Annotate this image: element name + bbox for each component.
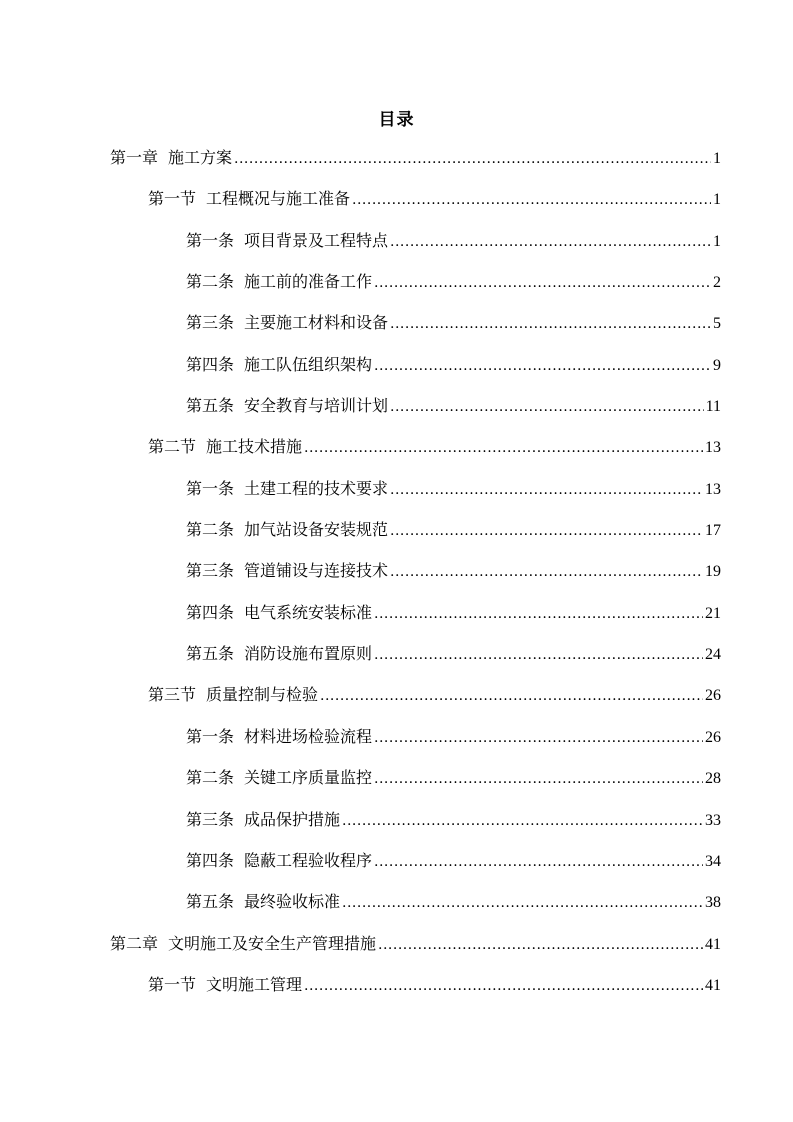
toc-entry-label: 施工技术措施 <box>206 437 303 457</box>
toc-entry-page-number: 1 <box>713 232 721 250</box>
toc-entry-label: 隐蔽工程验收程序 <box>244 850 373 870</box>
toc-entry-label: 成品保护措施 <box>244 809 341 829</box>
toc-entry-label: 电气系统安装标准 <box>244 602 373 622</box>
toc-entry-label: 施工前的准备工作 <box>244 272 373 292</box>
toc-entry-page-number: 41 <box>705 935 721 953</box>
toc-entry-page-number: 33 <box>705 811 721 829</box>
toc-entry-label: 材料进场检验流程 <box>244 726 373 746</box>
toc-dot-leader <box>378 925 703 966</box>
toc-entry-page-number: 1 <box>713 191 721 209</box>
toc-entry-label: 施工方案 <box>168 148 233 167</box>
toc-entry[interactable] <box>0 220 793 261</box>
toc-entry-page-number: 24 <box>705 646 721 664</box>
toc-title: 目录 <box>378 110 415 130</box>
toc-entry-number: 第一条 <box>186 230 235 250</box>
toc-entry-number: 第五条 <box>186 396 235 416</box>
toc-dot-leader <box>390 387 704 428</box>
toc-entry[interactable] <box>0 674 793 715</box>
toc-entry-page-number: 28 <box>705 770 721 788</box>
toc-entry[interactable] <box>0 137 793 178</box>
toc-entry-label: 最终验收标准 <box>244 892 341 912</box>
toc-entry-number: 第五条 <box>186 892 235 912</box>
toc-entry-label: 土建工程的技术要求 <box>244 478 389 498</box>
toc-entry[interactable] <box>0 840 793 881</box>
toc-entry[interactable] <box>0 385 793 426</box>
toc-entry-number: 第四条 <box>186 354 235 374</box>
toc-entry-label: 加气站设备安装规范 <box>244 520 389 540</box>
toc-dot-leader <box>374 346 711 387</box>
toc-entry-number: 第二条 <box>186 272 235 292</box>
toc-entry[interactable] <box>0 757 793 798</box>
toc-entry-page-number: 1 <box>713 150 721 167</box>
toc-entry-page-number: 17 <box>705 522 721 540</box>
toc-entry-number: 第三条 <box>186 809 235 829</box>
toc-entry-number: 第一节 <box>148 189 197 209</box>
toc-entry-number: 第五条 <box>186 644 235 664</box>
toc-entry[interactable] <box>0 799 793 840</box>
toc-dot-leader <box>374 842 703 883</box>
toc-dot-leader <box>304 428 703 469</box>
toc-dot-leader <box>390 304 711 345</box>
toc-dot-leader <box>342 883 703 924</box>
toc-dot-leader <box>390 470 703 511</box>
toc-entry[interactable] <box>0 178 793 219</box>
toc-entry-page-number: 13 <box>705 480 721 498</box>
toc-entry-page-number: 41 <box>705 976 721 994</box>
toc-entry-label: 质量控制与检验 <box>206 685 319 705</box>
toc-entry-number: 第二章 <box>110 933 159 953</box>
toc-entry-number: 第一条 <box>186 478 235 498</box>
toc-dot-leader <box>352 180 711 221</box>
toc-entry[interactable] <box>0 302 793 343</box>
toc-entry-page-number: 26 <box>705 687 721 705</box>
toc-dot-leader <box>390 552 703 593</box>
toc-entry[interactable] <box>0 716 793 757</box>
toc-entry-number: 第二条 <box>186 520 235 540</box>
toc-entry-number: 第四条 <box>186 850 235 870</box>
toc-list <box>0 137 793 1005</box>
toc-entry[interactable] <box>0 633 793 674</box>
toc-entry-label: 安全教育与培训计划 <box>244 396 389 416</box>
toc-entry[interactable] <box>0 964 793 1005</box>
toc-entry-label: 文明施工管理 <box>206 974 303 994</box>
toc-entry-label: 管道铺设与连接技术 <box>244 561 389 581</box>
toc-entry[interactable] <box>0 550 793 591</box>
toc-entry-page-number: 11 <box>705 398 721 416</box>
toc-entry-number: 第三条 <box>186 561 235 581</box>
toc-entry-page-number: 26 <box>705 728 721 746</box>
toc-dot-leader <box>374 759 703 800</box>
toc-dot-leader <box>304 966 703 1007</box>
toc-entry-number: 第二条 <box>186 768 235 788</box>
toc-entry-label: 消防设施布置原则 <box>244 644 373 664</box>
toc-entry-label: 工程概况与施工准备 <box>206 189 351 209</box>
toc-entry[interactable] <box>0 344 793 385</box>
toc-dot-leader <box>320 676 703 717</box>
toc-entry-number: 第二节 <box>148 437 197 457</box>
toc-entry-page-number: 19 <box>705 563 721 581</box>
toc-entry[interactable] <box>0 468 793 509</box>
toc-dot-leader <box>390 511 703 552</box>
toc-entry-page-number: 9 <box>713 356 721 374</box>
toc-entry-number: 第三节 <box>148 685 197 705</box>
toc-entry-number: 第三条 <box>186 313 235 333</box>
toc-entry-label: 施工队伍组织架构 <box>244 354 373 374</box>
toc-dot-leader <box>234 139 711 180</box>
toc-entry-number: 第四条 <box>186 602 235 622</box>
toc-entry-label: 关键工序质量监控 <box>244 768 373 788</box>
toc-entry[interactable] <box>0 592 793 633</box>
toc-entry-page-number: 38 <box>705 894 721 912</box>
toc-dot-leader <box>390 222 711 263</box>
toc-dot-leader <box>374 263 711 304</box>
toc-entry[interactable] <box>0 881 793 922</box>
toc-dot-leader <box>342 801 703 842</box>
toc-entry-page-number: 21 <box>705 604 721 622</box>
toc-entry-number: 第一条 <box>186 726 235 746</box>
toc-dot-leader <box>374 718 703 759</box>
toc-entry-number: 第一节 <box>148 974 197 994</box>
toc-entry-label: 主要施工材料和设备 <box>244 313 389 333</box>
toc-entry-page-number: 2 <box>713 274 721 292</box>
toc-entry-page-number: 5 <box>713 315 721 333</box>
toc-dot-leader <box>374 635 703 676</box>
toc-dot-leader <box>374 594 703 635</box>
toc-entry-page-number: 13 <box>705 439 721 457</box>
toc-entry[interactable] <box>0 261 793 302</box>
toc-entry[interactable] <box>0 426 793 467</box>
toc-entry[interactable] <box>0 509 793 550</box>
toc-entry-label: 文明施工及安全生产管理措施 <box>168 933 377 953</box>
toc-entry-label: 项目背景及工程特点 <box>244 230 389 250</box>
toc-entry-page-number: 34 <box>705 852 721 870</box>
toc-entry[interactable] <box>0 923 793 964</box>
toc-entry-number: 第一章 <box>110 148 159 167</box>
